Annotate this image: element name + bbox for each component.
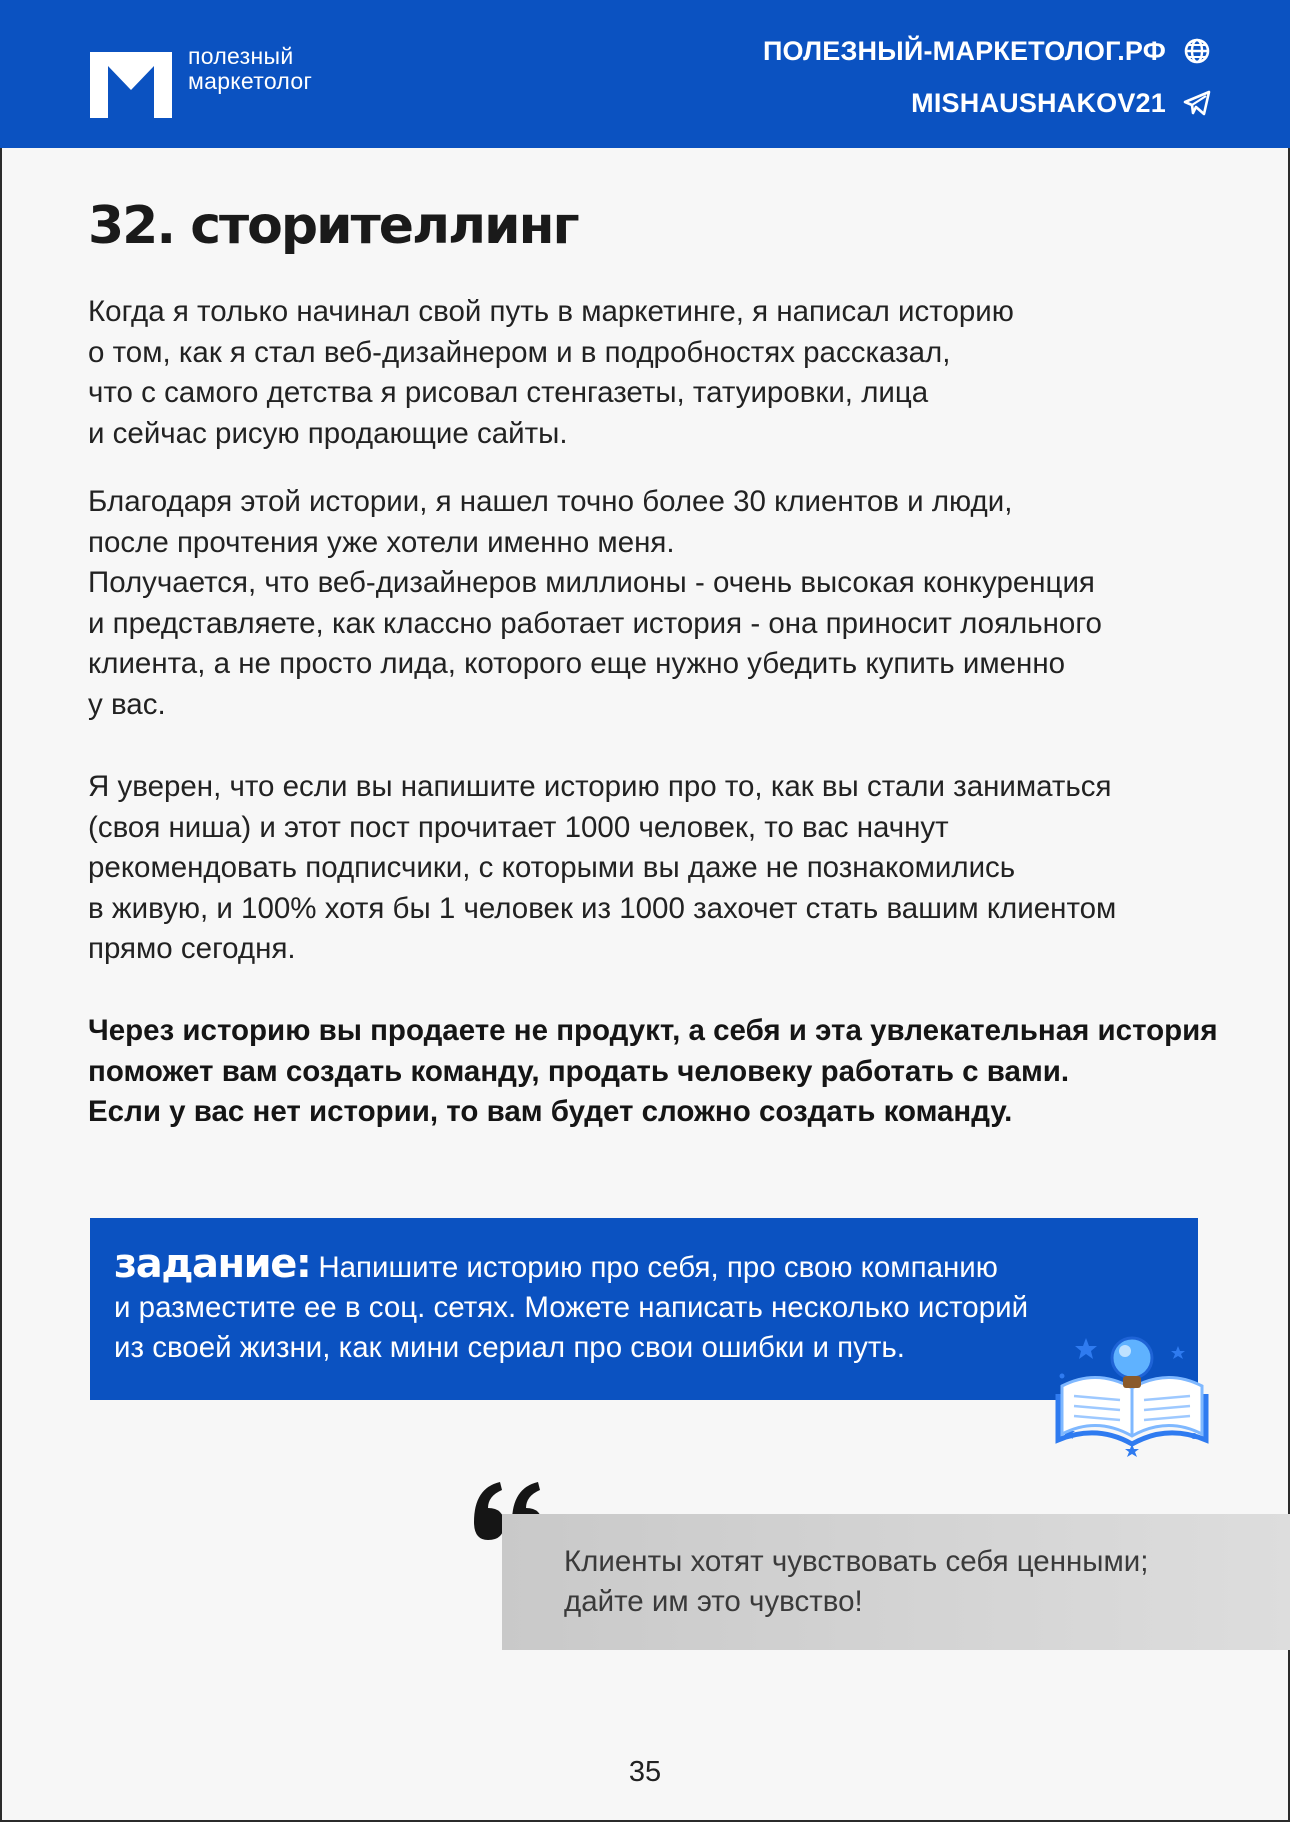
text-line: что с самого детства я рисовал стенгазеты, татуировки, лица bbox=[88, 376, 929, 409]
header-bar bbox=[0, 0, 1290, 148]
text-line: и сейчас рисую продающие сайты. bbox=[88, 416, 568, 450]
task-label: задание: bbox=[114, 1241, 311, 1287]
book-lightbulb-icon bbox=[1052, 1316, 1212, 1466]
text-line: и разместите ее в соц. сетях. Можете написать несколько историй bbox=[114, 1291, 1029, 1324]
text-line: Когда я только начинал свой путь в маркетинге, я написал историю bbox=[88, 295, 1014, 328]
paragraph-bold-summary bbox=[88, 1011, 1268, 1133]
logo-line-1: полезный bbox=[188, 43, 294, 69]
text-line: Благодаря этой истории, я нашел точно более 30 клиентов и люди, bbox=[88, 485, 1013, 518]
logo-text bbox=[188, 44, 312, 94]
text-line: у вас. bbox=[88, 687, 166, 721]
text-line: Через историю вы продаете не продукт, а себя и эта увлекательная история bbox=[88, 1014, 1218, 1047]
task-box bbox=[90, 1218, 1198, 1400]
header-links bbox=[763, 34, 1212, 138]
text-line: Клиенты хотят чувствовать себя ценными; bbox=[564, 1545, 1149, 1578]
task-line-1 bbox=[114, 1241, 1028, 1288]
task-text bbox=[114, 1241, 1029, 1368]
logo-line-2: маркетолог bbox=[188, 68, 313, 94]
telegram-link[interactable] bbox=[763, 86, 1212, 120]
site-link[interactable] bbox=[763, 34, 1212, 68]
telegram-link-label: MISHAUSHAKOV21 bbox=[911, 87, 1166, 118]
text-line: после прочтения уже хотели именно меня. bbox=[88, 525, 675, 559]
quote-box bbox=[502, 1514, 1290, 1650]
text-line: Если у вас нет истории, то вам будет сложно создать команду. bbox=[88, 1095, 1013, 1128]
page-number: 35 bbox=[628, 1756, 662, 1788]
text-line: клиента, а не просто лида, которого еще нужно убедить купить именно bbox=[88, 647, 1066, 680]
logo-icon bbox=[90, 28, 172, 118]
quote-text bbox=[564, 1542, 1148, 1622]
globe-icon bbox=[1182, 36, 1212, 66]
text-line: рекомендовать подписчики, с которыми вы даже не познакомились bbox=[88, 851, 1016, 884]
site-link-label: ПОЛЕЗНЫЙ-МАРКЕТОЛОГ.РФ bbox=[762, 35, 1166, 66]
text-line: о том, как я стал веб-дизайнером и в подробностях рассказал, bbox=[88, 335, 951, 369]
telegram-icon bbox=[1182, 88, 1212, 118]
text-line: (своя ниша) и этот пост прочитает 1000 человек, то вас начнут bbox=[88, 810, 949, 844]
text-line: поможет вам создать команду, продать человеку работать с вами. bbox=[88, 1054, 1070, 1088]
text-line: Напишите историю про себя, про свою компанию bbox=[318, 1251, 998, 1284]
text-line: и представляете, как классно работает история - она приносит лояльного bbox=[88, 606, 1102, 640]
paragraph-3 bbox=[88, 767, 1268, 970]
page-title: 32. сторителлинг bbox=[88, 196, 578, 256]
text-line: прямо сегодня. bbox=[88, 932, 296, 965]
text-line: в живую, и 100% хотя бы 1 человек из 1000 захочет стать вашим клиентом bbox=[88, 891, 1117, 925]
text-line: из своей жизни, как мини сериал про свои ошибки и путь. bbox=[114, 1331, 905, 1364]
paragraph-1 bbox=[88, 292, 1268, 454]
text-line: Получается, что веб-дизайнеров миллионы - очень высокая конкуренция bbox=[88, 566, 1095, 599]
text-line: дайте им это чувство! bbox=[564, 1585, 863, 1618]
paragraph-2 bbox=[88, 482, 1268, 725]
text-line: Я уверен, что если вы напишите историю про то, как вы стали заниматься bbox=[88, 770, 1112, 803]
